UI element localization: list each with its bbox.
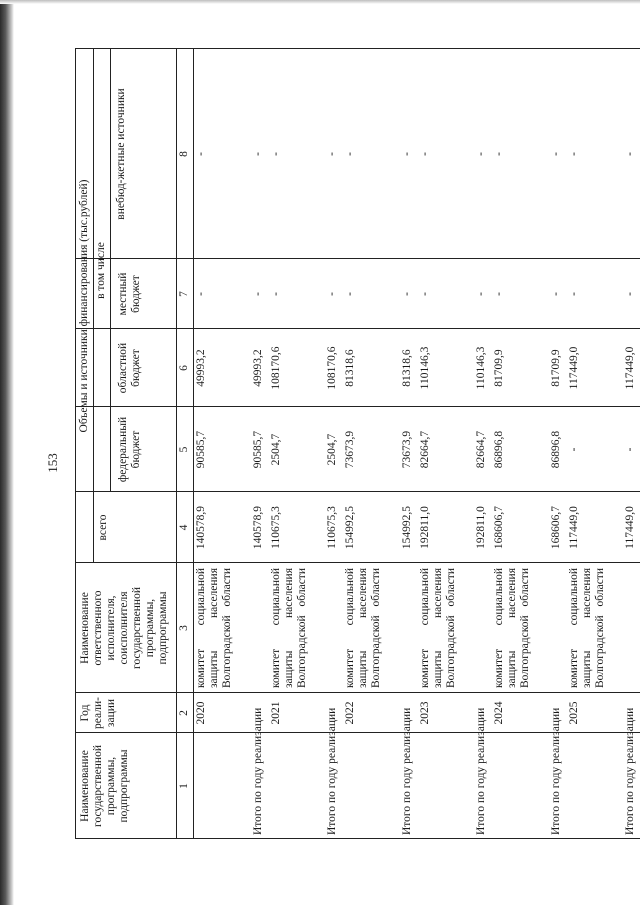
value-federal: 82664,7 [418,430,431,469]
row-total-label: Итого по году реализации [326,707,338,835]
scan-edge-shadow [0,0,14,905]
column-number: 2 [178,710,190,716]
column-number: 3 [178,625,190,631]
value-regional: 117449,0 [624,346,636,390]
row-year: 2022 [344,701,356,725]
value-regional: 81709,9 [493,349,505,387]
row-total-label: Итого по году реализации [549,707,562,835]
row-year: 2024 [493,701,505,725]
column-number: 6 [178,365,190,371]
row-year: 2023 [418,701,431,725]
value-regional: 49993,2 [195,349,207,387]
row-total-label: Итого по году реализации [624,707,636,835]
header-extra: внебюд-жетные источники [115,88,127,220]
value-extra: - [567,152,580,156]
value-extra: - [195,152,207,156]
value-total: 154992,5 [400,505,413,550]
value-total: 192811,0 [475,506,487,549]
column-number: 4 [178,524,190,531]
header-regional: областной бюджет [117,342,142,394]
rotated-table [75,49,640,839]
header-program: Наименование государственной программы, подпрограммы [79,745,130,827]
value-extra: - [624,152,636,156]
value-federal: 2504,7 [269,433,282,466]
row-year: 2025 [567,701,580,725]
header-number-line [176,49,177,839]
column-line [75,838,640,839]
row-executor: комитет социальной защиты населения Волгоградской области [418,568,457,688]
header-funding-group: Объемы и источники финансирования (тыс.рублей) [78,179,90,433]
header-bottom-line [193,49,194,839]
value-local: - [195,292,207,296]
value-local: - [326,292,338,296]
value-total: 168606,7 [493,505,505,550]
value-extra: - [475,152,487,156]
value-federal: 2504,7 [326,433,338,466]
row-total-label: Итого по году реализации [475,707,487,835]
value-extra: - [269,152,282,156]
value-regional: 117449,0 [567,346,580,390]
value-total: 140578,9 [195,505,207,550]
value-regional: 108170,6 [269,346,282,390]
column-number: 7 [178,291,190,297]
value-local: - [400,292,413,296]
value-local: - [624,292,636,296]
header-total: всего [97,514,109,541]
value-total: 117449,0 [567,506,580,549]
row-year: 2020 [195,701,207,725]
value-extra: - [549,152,562,156]
header-federal: федеральный бюджет [117,416,142,483]
value-extra: - [493,152,505,156]
value-federal: 86896,8 [549,430,562,469]
row-total-label: Итого по году реализации [400,707,413,835]
value-regional: 110146,3 [475,346,487,390]
value-regional: 81318,6 [344,349,356,387]
column-number: 5 [178,446,190,453]
value-regional: 81318,6 [400,349,413,387]
funding-table [75,49,640,839]
scan-top-edge [0,0,640,4]
value-local: - [269,292,282,296]
page-number: 153 [45,453,60,473]
value-federal: 86896,8 [493,430,505,469]
row-total-label: Итого по году реализации [251,707,264,835]
value-local: - [418,292,431,296]
value-extra: - [418,152,431,156]
value-local: - [251,292,264,296]
value-extra: - [251,152,264,156]
value-local: - [475,292,487,296]
value-total: 110675,3 [269,506,282,549]
value-federal: 90585,7 [251,430,264,469]
value-local: - [493,292,505,296]
value-total: 154992,5 [344,505,356,550]
funding-group-line [93,49,94,563]
value-total: 140578,9 [251,505,264,550]
column-number: 8 [178,151,190,157]
value-regional: 49993,2 [251,349,264,387]
value-extra: - [326,152,338,156]
row-executor: комитет социальной защиты населения Волгоградской области [195,568,233,688]
value-total: 117449,0 [624,506,636,549]
value-regional: 110146,3 [418,346,431,390]
header-local: местный бюджет [117,272,142,316]
header-including: в том числе [95,242,107,299]
row-executor: комитет социальной защиты населения Волгоградской области [567,568,606,688]
value-regional: 81709,9 [549,349,562,387]
header-year: Год реали-зации [79,697,117,729]
value-federal: 73673,9 [344,430,356,469]
value-federal: 82664,7 [475,430,487,469]
including-line [110,49,111,492]
header-executor: Наименование ответственного исполнителя, соисполнителя государственной программы, подпрограммы [79,587,169,669]
row-executor: комитет социальной защиты населения Волгоградской области [269,568,308,688]
row-executor: комитет социальной защиты населения Волгоградской области [493,568,531,688]
value-regional: 108170,6 [326,346,338,390]
value-extra: - [400,152,413,156]
value-total: 192811,0 [418,506,431,549]
row-year: 2021 [269,701,282,725]
table-border-top [75,49,76,839]
value-federal: - [567,447,580,452]
value-federal: 90585,7 [195,430,207,469]
value-total: 168606,7 [549,505,562,550]
column-number: 1 [178,783,190,789]
value-local: - [344,292,356,296]
value-local: - [567,292,580,296]
row-executor: комитет социальной защиты населения Волгоградской области [344,568,382,688]
value-federal: - [624,447,636,452]
value-local: - [549,292,562,296]
value-extra: - [344,152,356,156]
value-federal: 73673,9 [400,430,413,469]
value-total: 110675,3 [326,506,338,549]
